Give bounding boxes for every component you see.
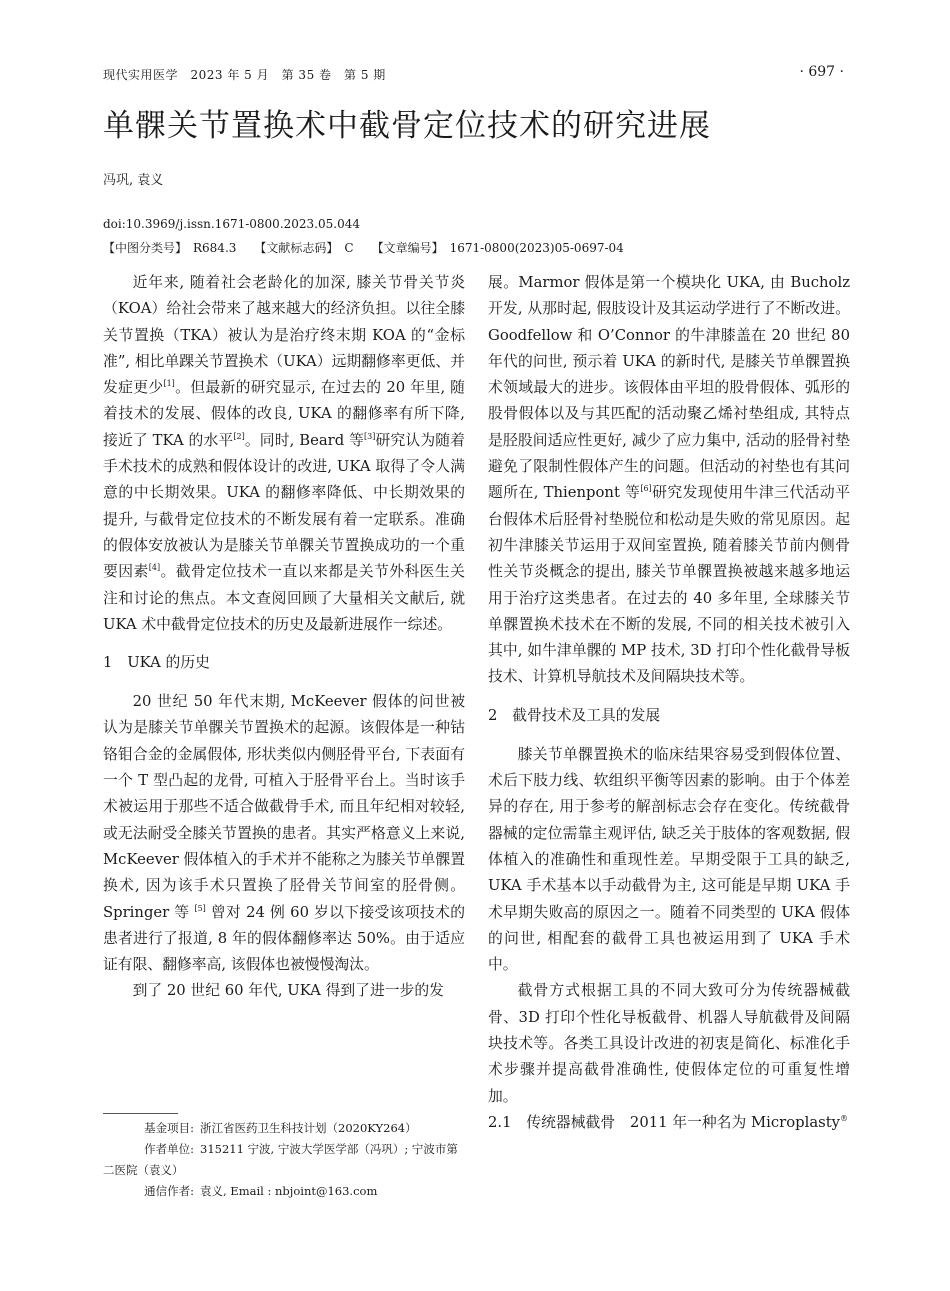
left-column [103, 270, 465, 1005]
footnote-label: 作者单位: [144, 1142, 194, 1156]
text-run: 。但最新的研究显示, 在过去的 20 年里, 随着技术的发展、假体的改良, UKA 的翻修率有所下降, 接近了 TKA 的水平 [103, 379, 465, 449]
citation-ref: [5] [194, 903, 206, 913]
section-heading: 2 截骨技术及工具的发展 [488, 706, 661, 724]
text-run: 。截骨定位技术一直以来都是关节外科医生关注和讨论的焦点。本文查阅回顾了大量相关文献后, 就 UKA 术中截骨定位技术的历史及最新进展作一综述。 [103, 563, 465, 633]
classification-line: 【中图分类号】 R684.3 【文献标志码】 C 【文章编号】 1671-0800(2023)05-0697-04 [103, 241, 624, 255]
body-paragraph [488, 270, 850, 691]
citation-ref: [4] [148, 563, 161, 573]
footnote-text: 袁义, Email : nbjoint@163.com [200, 1184, 378, 1198]
footnotes [103, 1118, 465, 1202]
citation-ref: [2] [233, 431, 245, 441]
footnote-text: 浙江省医药卫生科技计划（2020KY264） [200, 1121, 417, 1135]
doi: doi:10.3969/j.issn.1671-0800.2023.05.044 [103, 217, 360, 231]
body-paragraph [103, 689, 465, 978]
page-number: · 697 · [799, 64, 844, 80]
registered-mark: ® [840, 1113, 849, 1123]
text-run: 2.1 传统器械截骨 2011 年一种名为 Microplasty [488, 1113, 841, 1131]
footnote-text: 315211 宁波, 宁波大学医学部（冯巩）; 宁波市第二医院（袁义） [103, 1142, 458, 1177]
footnote-label: 基金项目: [144, 1121, 194, 1135]
citation-ref: [3] [364, 431, 376, 441]
body-paragraph: 截骨方式根据工具的不同大致可分为传统器械截骨、3D 打印个性化导板截骨、机器人导航截骨及间隔块技术等。各类工具设计改进的初衷是简化、标准化手术步骤并提高截骨准确性, 使假体定位的可重复性增加。 [488, 982, 850, 1105]
body-paragraph: 到了 20 世纪 60 年代, UKA 得到了进一步的发 [132, 982, 444, 1000]
subsection-heading [488, 1110, 850, 1136]
citation-ref: [6] [640, 484, 652, 494]
article-title: 单髁关节置换术中截骨定位技术的研究进展 [103, 108, 711, 144]
text-run: 研究认为随着手术技术的成熟和假体设计的改进, UKA 取得了令人满意的中长期效果。UKA 的翻修率降低、中长期效果的提升, 与截骨定位技术的不断发展有着一定联系。准确的假体安放被认为是膝关节单髁关节置换成功的一个重要因素 [103, 431, 466, 581]
right-column [488, 270, 850, 1136]
footnote-correspondence [103, 1181, 465, 1202]
footnote-fund [103, 1118, 465, 1139]
authors: 冯巩, 袁义 [103, 173, 164, 188]
journal-header: 现代实用医学 2023 年 5 月 第 35 卷 第 5 期 [103, 68, 386, 82]
text-run: 20 世纪 50 年代末期, McKeever 假体的问世被认为是膝关节单髁关节置换术的起源。该假体是一种钴铬钼合金的金属假体, 形状类似内侧胫骨平台, 下表面有一个 T 型凸起的龙骨, 可植入于胫骨平台上。当时该手术被运用于那些不适合做截骨手术, 而且年纪相对较轻, 或无法耐受全膝关节置换的患者。其实严格意义上来说, McKeever 假体植入的手术并不能称之为膝关节单髁置换术, 因为该手术只置换了胫骨关节间室的胫骨侧。Springer 等 [103, 693, 465, 921]
footnote-unit [103, 1139, 465, 1181]
text-run: 近年来, 随着社会老龄化的加深, 膝关节骨关节炎（KOA）给社会带来了越来越大的经济负担。以往全膝关节置换（TKA）被认为是治疗终末期 KOA 的“金标准”, 相比单踝关节置换术（UKA）远期翻修率更低、并发症更少 [103, 274, 465, 397]
footnote-rule [103, 1113, 178, 1114]
citation-ref: [1] [163, 379, 175, 389]
text-run: 展。Marmor 假体是第一个模块化 UKA, 由 Bucholz 开发, 从那时起, 假肢设计及其运动学进行了不断改进。Goodfellow 和 O’Connor 的牛津膝盖在 20 世纪 80 年代的问世, 预示着 UKA 的新时代, 是膝关节单髁置换术领域最大的进步。该假体由平坦的股骨假体、弧形的股骨假体以及与其匹配的活动聚乙烯衬垫组成, 其特点是胫股间适应性更好, 减少了应力集中, 活动的胫骨衬垫避免了限制性假体产生的问题。但活动的衬垫也有其问题所在, Thienpont 等 [488, 274, 850, 502]
text-run: 曾对 24 例 60 岁以下接受该项技术的患者进行了报道, 8 年的假体翻修率达 50%。由于适应证有限、翻修率高, 该假体也被慢慢淘汰。 [103, 903, 465, 974]
body-paragraph: 膝关节单髁置换术的临床结果容易受到假体位置、术后下肢力线、软组织平衡等因素的影响。由于个体差异的存在, 用于参考的解剖标志会存在变化。传统截骨器械的定位需靠主观评估, 缺乏关于肢体的客观数据, 假体植入的准确性和重现性差。早期受限于工具的缺乏, UKA 手术基本以手动截骨为主, 这可能是早期 UKA 手术早期失败高的原因之一。随着不同类型的 UKA 假体的问世, 相配套的截骨工具也被运用到了 UKA 手术中。 [488, 745, 850, 974]
text-run: 研究发现使用牛津三代活动平台假体术后胫骨衬垫脱位和松动是失败的常见原因。起初牛津膝关节运用于双间室置换, 随着膝关节前内侧骨性关节炎概念的提出, 膝关节单髁置换被越来越多地运用于治疗这类患者。在过去的 40 多年里, 全球膝关节单髁置换术技术在不断的发展, 不同的相关技术被引入其中, 如牛津单髁的 MP 技术, 3D 打印个性化截骨导板技术、计算机导航技术及间隔块技术等。 [488, 484, 850, 686]
intro-paragraph [103, 270, 465, 638]
footnote-label: 通信作者: [144, 1184, 194, 1198]
section-heading: 1 UKA 的历史 [103, 654, 210, 672]
text-run: 。同时, Beard 等 [244, 431, 365, 449]
